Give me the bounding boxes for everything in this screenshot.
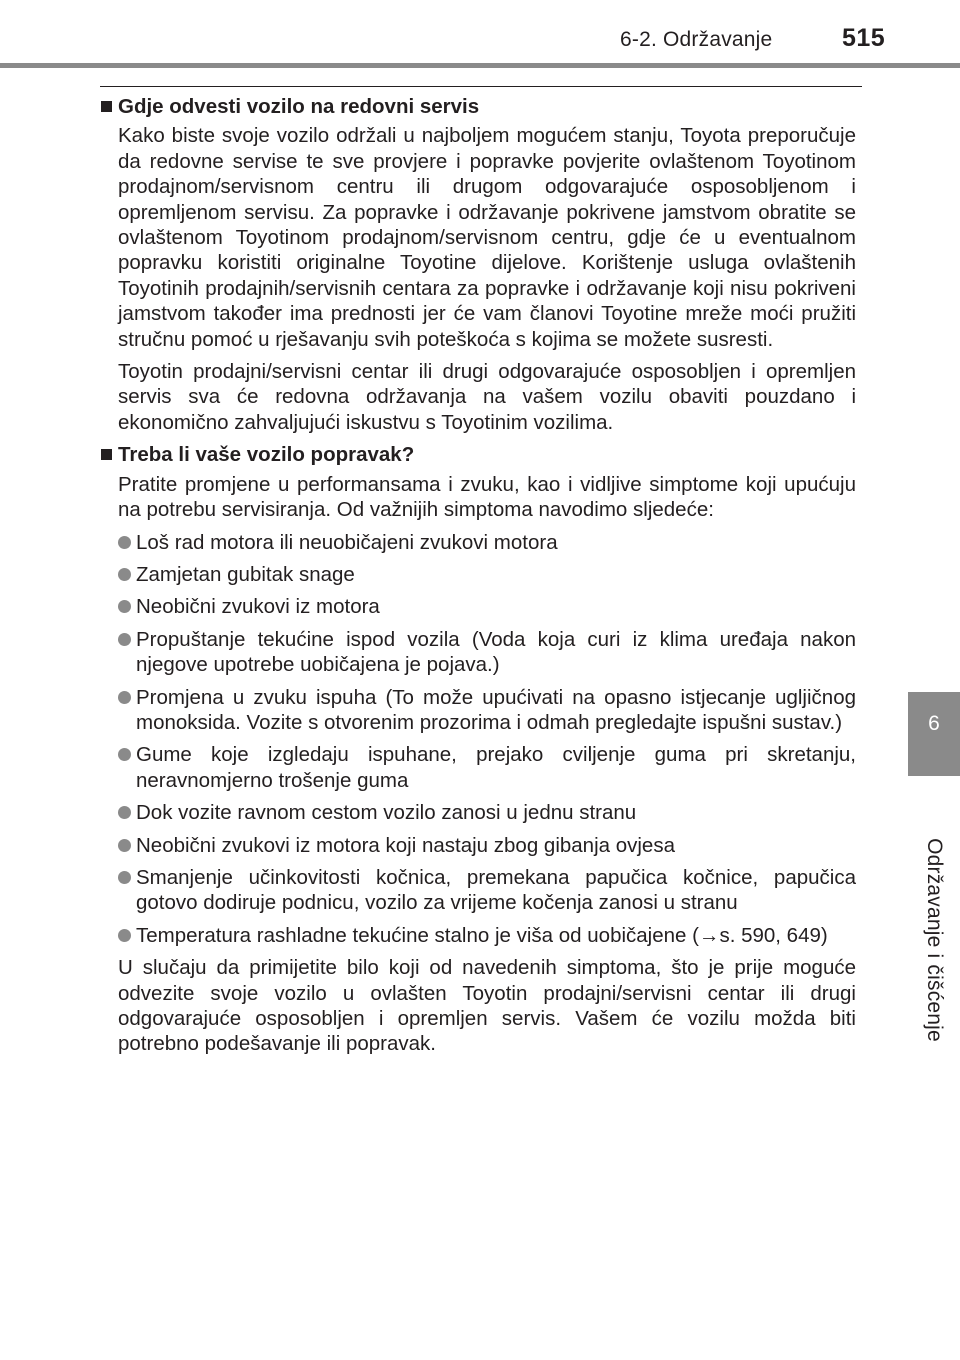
header-rule <box>0 63 960 68</box>
bullet-dot-icon <box>118 568 131 581</box>
section-heading <box>100 442 856 467</box>
paragraph: Pratite promjene u performansama i zvuku, kao i vidljive simptome koji upućuju na potrebu servisiranja. Od važnijih simptoma navodimo sljedeće: <box>118 472 856 522</box>
bullet-dot-icon <box>118 600 131 613</box>
chapter-number: 6 <box>928 712 940 735</box>
bullet-dot-icon <box>118 871 131 884</box>
list-item <box>118 627 856 678</box>
bullet-dot-icon <box>118 839 131 852</box>
square-bullet-icon <box>101 101 112 112</box>
list-item-text: Smanjenje učinkovitosti kočnica, premekana papučica kočnice, papučica gotovo dodiruje podnicu, vozilo za vrijeme kočenja zanosi u stranu <box>136 865 856 915</box>
section-heading-text: Gdje odvesti vozilo na redovni servis <box>118 95 480 118</box>
bullet-dot-icon <box>118 691 131 704</box>
bullet-dot-icon <box>118 806 131 819</box>
list-item <box>118 865 856 916</box>
content-rule <box>100 86 862 87</box>
square-bullet-icon <box>101 449 112 460</box>
list-item <box>118 923 856 948</box>
list-item-text: Promjena u zvuku ispuha (To može upućivati na opasno istjecanje ugljičnog monoksida. Vozite s otvorenim prozorima i odmah pregledajte ispušni sustav.) <box>136 685 856 734</box>
list-item-text: Propuštanje tekućine ispod vozila (Voda koja curi iz klima uređaja nakon njegove upotrebe uobičajena je pojava.) <box>136 627 856 677</box>
list-item <box>118 742 856 793</box>
paragraph: U slučaju da primijetite bilo koji od navedenih simptoma, što je prije moguće odvezite svoje vozilo u ovlašten Toyotin prodajni/servisni centar ili drugi odgovarajuće osposobljen i opremljen servis. Vašem će vozilu možda biti potrebno podešavanje ili popravak. <box>118 956 856 1056</box>
list-item-text: Dok vozite ravnom cestom vozilo zanosi u jednu stranu <box>136 801 637 825</box>
list-item-text: Neobični zvukovi iz motora koji nastaju zbog gibanja ovjesa <box>136 833 675 857</box>
list-item-text: Neobični zvukovi iz motora <box>136 595 380 619</box>
page-content <box>100 94 856 1064</box>
paragraph: Toyotin prodajni/servisni centar ili drugi odgovarajuće osposobljen i opremljen servis sva će redovna održavanja na vašem vozilu obaviti pouzdano i ekonomično zahvaljujući iskustvu s Toyotinim vozilima. <box>118 360 856 434</box>
section-heading <box>100 94 856 119</box>
section-heading-text: Treba li vaše vozilo popravak? <box>118 443 415 467</box>
bullet-dot-icon <box>118 748 131 761</box>
list-item-text: Zamjetan gubitak snage <box>136 562 355 586</box>
list-item <box>118 685 856 736</box>
list-item <box>118 833 856 858</box>
bullet-dot-icon <box>118 929 131 942</box>
chapter-label: Održavanje i čišćenje <box>923 838 946 1042</box>
bullet-dot-icon <box>118 536 131 549</box>
list-item <box>118 800 856 825</box>
chapter-tab <box>908 692 960 776</box>
list-item-text: Temperatura rashladne tekućine stalno je viša od uobičajene (→s. 590, 649) <box>136 923 828 947</box>
list-item <box>118 530 856 555</box>
list-item <box>118 594 856 619</box>
paragraph: Kako biste svoje vozilo održali u najboljem mogućem stanju, Toyota preporučuje da redovne servise te sve provjere i popravke povjerite ovlaštenom Toyotinom prodajnom/servisnom centru ili drugom odgovarajuće osposobljenom i opremljenom servisu. Za popravke i održavanje pokrivene jamstvom obratite se ovlaštenom Toyotinom prodajnom/servisnom centru, gdje će u eventualnom popravku koristiti originalne Toyotine dijelove. Korištenje usluga ovlaštenih Toyotinih prodajnih/servisnih centara za popravke i održavanje koji nisu pokriveni jamstvom također ima prednosti jer će vam članovi Toyotine mreže moći pružiti stručnu pomoć u rješavanju svih poteškoća s kojima se možete susresti. <box>118 124 856 351</box>
bullet-dot-icon <box>118 633 131 646</box>
page-number: 515 <box>842 24 886 52</box>
list-item <box>118 562 856 587</box>
list-item-text: Gume koje izgledaju ispuhane, prejako cviljenje guma pri skretanju, neravnomjerno trošenje guma <box>136 743 856 792</box>
symptom-list <box>118 530 856 949</box>
list-item-text: Loš rad motora ili neuobičajeni zvukovi motora <box>136 530 558 554</box>
section-title: 6-2. Održavanje <box>620 28 773 51</box>
